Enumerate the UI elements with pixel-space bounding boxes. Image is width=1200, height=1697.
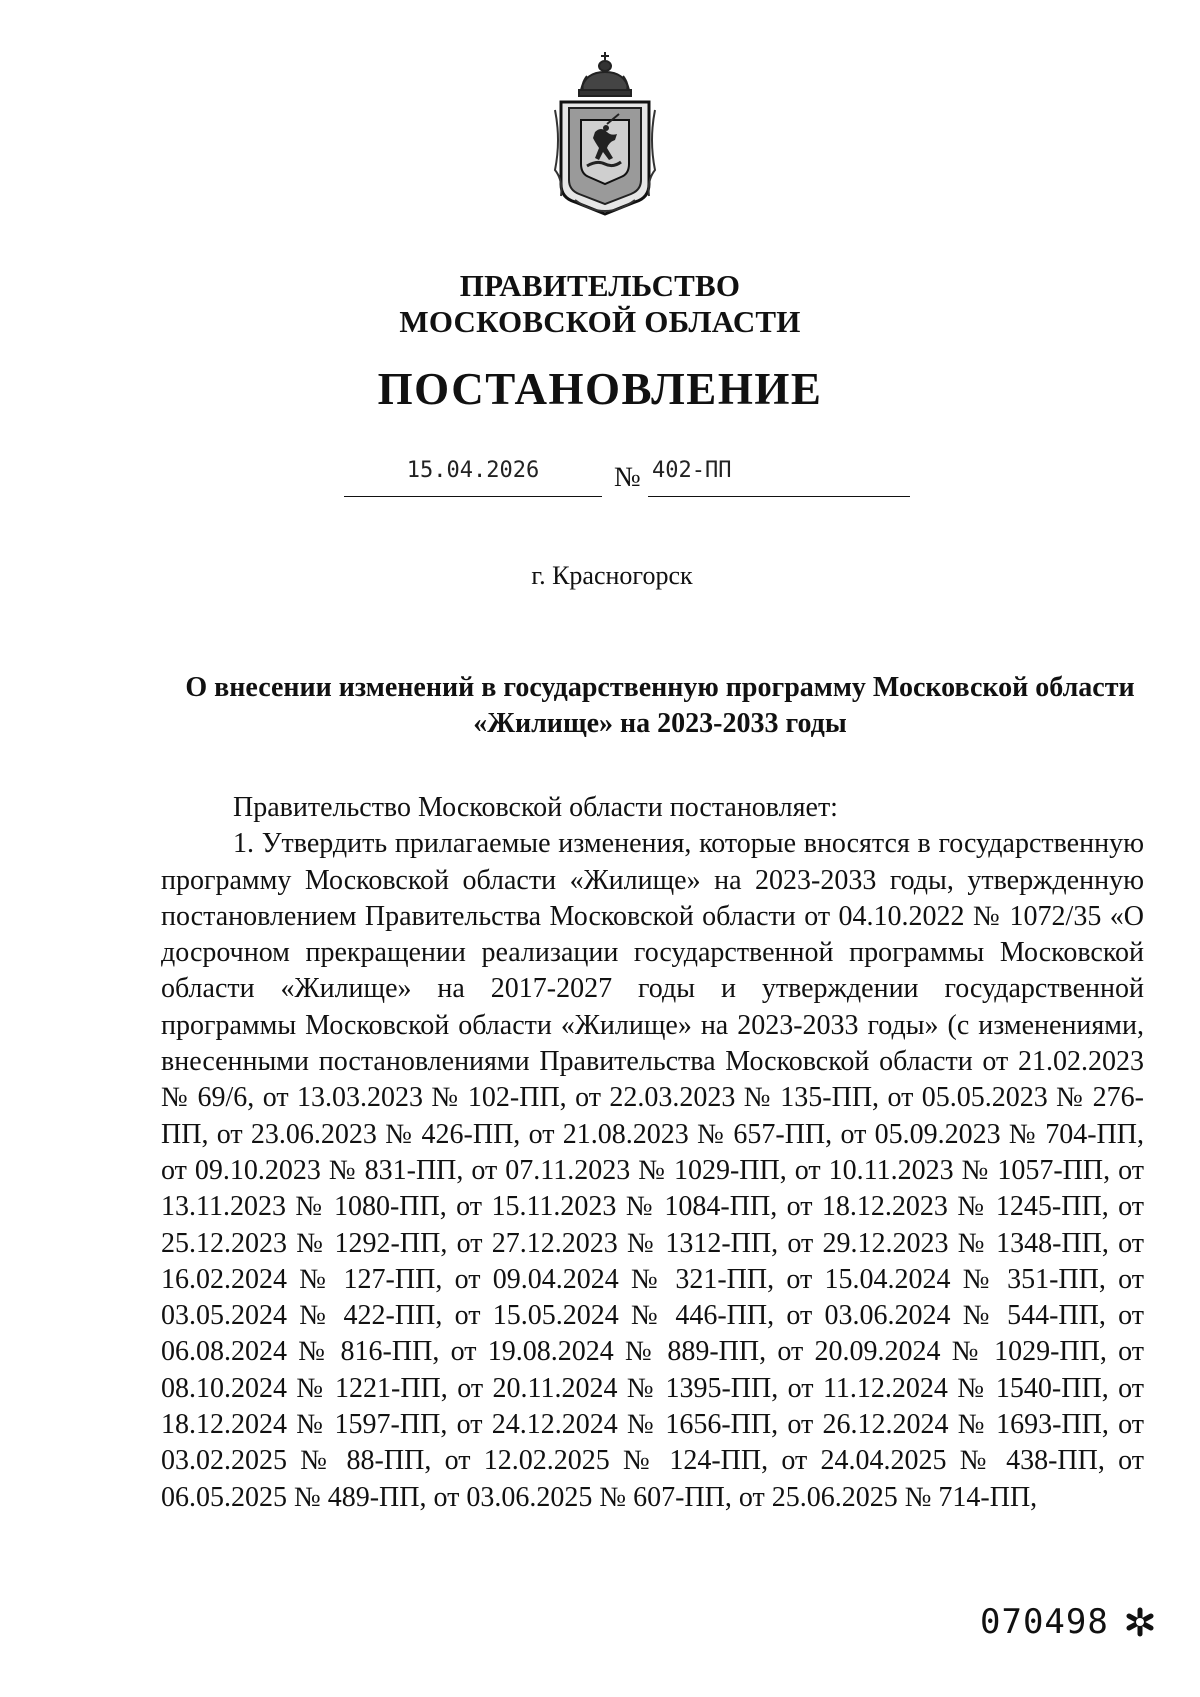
registration-row — [0, 458, 1200, 502]
organization-name-line2: МОСКОВСКОЙ ОБЛАСТИ — [399, 304, 801, 339]
subject-line1: О внесении изменений в государственную программу Московской области — [185, 672, 1135, 703]
registration-date: 15.04.2026 — [406, 458, 540, 483]
body-intro-paragraph: Правительство Московской области постановляет: — [233, 792, 838, 823]
number-sign: № — [614, 462, 641, 493]
body-item1-paragraph: 1. Утвердить прилагаемые изменения, которые вносятся в государственную программу Московской области «Жилище» на 2023-2033 годы, утвержденную постановлением Правительства Московской области от 04.10.2022 № 1072/35 «О досрочном прекращении реализации государственной программы Московской области «Жилище» на 2017-2027 годы и утверждении государственной программы Московской области «Жилище» на 2023-2033 годы» (с изменениями, внесенными постановлениями Правительства Московской области от 21.02.2023 № 69/6, от 13.03.2023 № 102-ПП, от 22.03.2023 № 135-ПП, от 05.05.2023 № 276-ПП, от 23.06.2023 № 426-ПП, от 21.08.2023 № 657-ПП, от 05.09.2023 № 704-ПП, от 09.10.2023 № 831-ПП, от 07.11.2023 № 1029-ПП, от 10.11.2023 № 1057-ПП, от 13.11.2023 № 1080-ПП, от 15.11.2023 № 1084-ПП, от 18.12.2023 № 1245-ПП, от 25.12.2023 № 1292-ПП, от 27.12.2023 № 1312-ПП, от 29.12.2023 № 1348-ПП, от 16.02.2024 № 127-ПП, от 09.04.2024 № 321-ПП, от 15.04.2024 № 351-ПП, от 03.05.2024 № 422-ПП, от 15.05.2024 № 446-ПП, от 03.06.2024 № 544-ПП, от 06.08.2024 № 816-ПП, от 19.08.2024 № 889-ПП, от 20.09.2024 № 1029-ПП, от 08.10.2024 № 1221-ПП, от 20.11.2024 № 1395-ПП, от 11.12.2024 № 1540-ПП, от 18.12.2024 № 1597-ПП, от 24.12.2024 № 1656-ПП, от 26.12.2024 № 1693-ПП, от 03.02.2025 № 88-ПП, от 12.02.2025 № 124-ПП, от 24.04.2025 № 438-ПП, от 06.05.2025 № 489-ПП, от 03.06.2025 № 607-ПП, от 25.06.2025 № 714-ПП, — [161, 828, 1144, 1513]
serial-number: 070498 — [980, 1602, 1109, 1642]
number-underline — [648, 496, 910, 497]
asterisk-star-icon — [1124, 1606, 1156, 1638]
registration-number: 402-ПП — [652, 458, 732, 483]
date-underline — [344, 496, 602, 497]
document-body — [161, 790, 1144, 1516]
city-name: г. Красногорск — [531, 561, 693, 590]
document-type-title: ПОСТАНОВЛЕНИЕ — [377, 364, 823, 414]
document-subject — [160, 670, 1160, 742]
subject-line2: «Жилище» на 2023-2033 годы — [473, 708, 847, 739]
moscow-region-coat-of-arms-icon — [551, 50, 659, 220]
organization-name-line1: ПРАВИТЕЛЬСТВО — [459, 268, 741, 303]
